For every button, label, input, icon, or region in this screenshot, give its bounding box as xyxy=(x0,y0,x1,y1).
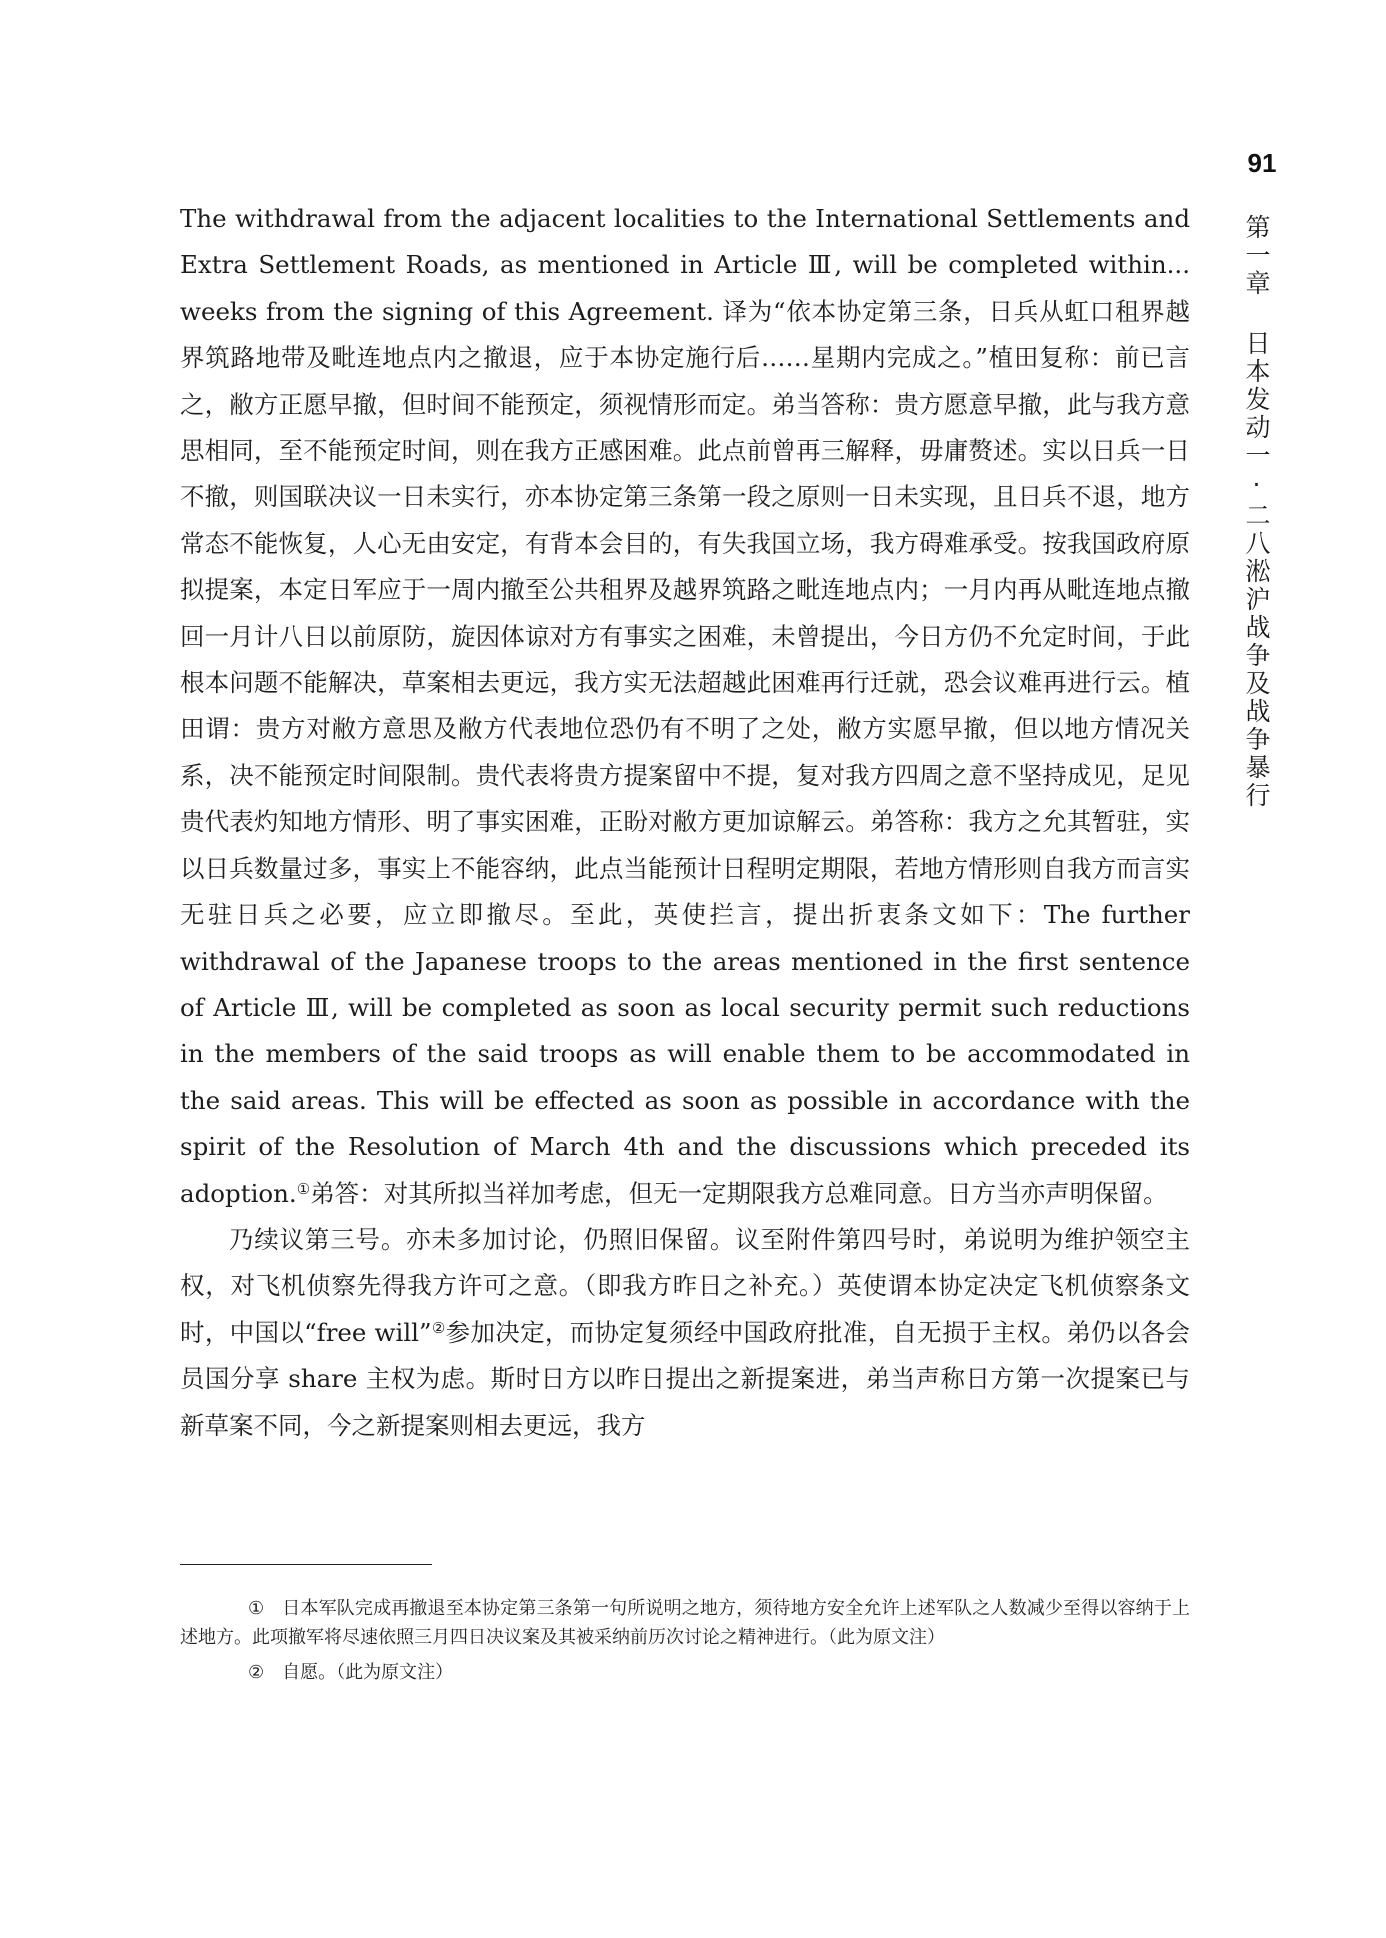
paragraph-1-tail: 弟答：对其所拟当祥加考虑，但无一定期限我方总难同意。日方当亦声明保留。 xyxy=(310,1178,1168,1208)
text-line: 再三解释，毋庸赘述。实以日兵一日不撤，则国联决议一日未实行，亦本协定第三 xyxy=(180,436,1190,512)
text-line: March 4th and the discussions which preceded its adoption. xyxy=(180,1132,1191,1208)
text-line: Extra Settlement Roads, as mentioned in Article Ⅲ, will be completed within... xyxy=(180,250,1190,280)
text-line: 尽。至此，英使拦言，提出折衷条文如下：The further withdrawal of the Japanese xyxy=(180,900,1190,976)
text-line: effected as soon as possible in accordance with the spirit of the Resolution of xyxy=(180,1085,1190,1162)
text-line: completed as soon as local security permit such reductions in the members of the xyxy=(180,992,1190,1069)
paragraph-1 xyxy=(180,196,1190,1217)
paragraph-2-text-a: 乃续议第三号。亦未多加讨论，仍照旧保留。议至附件第四号时，弟说明为维护领空主权，对飞机侦察先得我方许可之意。（即我方昨日之补充。）英使谓本协定决定飞机侦察条文时，中国以“free will” xyxy=(180,1224,1190,1347)
footnote-mark: ① xyxy=(248,1598,265,1619)
footnotes xyxy=(180,1594,1190,1693)
text-line: 行云。植田谓：贵方对敝方意思及敝方代表地位恐仍有不明了之处，敝方实愿早 xyxy=(180,668,1191,744)
text-line: 方愿意早撤，此与我方意思相同，至不能预定时间，则在我方正感困难。此点前曾 xyxy=(180,389,1190,466)
footnote-1 xyxy=(180,1594,1190,1652)
text-line: weeks from the signing of this Agreement. 译为“依本协定第三条，日兵从虹口租 xyxy=(180,296,1141,326)
footnote-ref-1[interactable]: ① xyxy=(296,1179,311,1198)
footnote-text: 自愿。（此为原文注） xyxy=(282,1662,454,1683)
text-line: 我方四周之意不坚持成见，足见贵代表灼知地方情形、明了事实困难，正盼对敝方 xyxy=(180,760,1191,837)
text-line: 当能预计日程明定期限，若地方情形则自我方而言实无驻日兵之必要，应立即撤 xyxy=(180,853,1191,930)
footnote-ref-2[interactable]: ② xyxy=(431,1318,446,1337)
text-line: 条第一段之原则一日未实现，且日兵不退，地方常态不能恢复，人心无由安定，有背 xyxy=(180,482,1190,558)
paragraph-2 xyxy=(180,1217,1190,1449)
text-line: 田复称：前已言之，敝方正愿早撤，但时间不能预定，须视情形而定。弟当答称：贵 xyxy=(180,343,1190,419)
text-line: 撤，但以地方情况关系，决不能预定时间限制。贵代表将贵方提案留中不提，复对 xyxy=(180,714,1190,790)
text-line: troops to the areas mentioned in the first sentence of Article Ⅲ, will be xyxy=(180,946,1190,1022)
footnote-2 xyxy=(180,1658,1190,1687)
footnote-separator xyxy=(180,1564,432,1565)
text-line: 日以前原防，旋因体谅对方有事实之困难，未曾提出，今日方仍不允定时间，于此根 xyxy=(180,621,1190,698)
text-line: The withdrawal from the adjacent localities to the International Settlements and xyxy=(180,204,1190,233)
body-text xyxy=(180,196,1190,1449)
footnote-mark: ② xyxy=(248,1662,265,1683)
paragraph-2-text-b: 参加决定，而协定复须经中国政府批准，自无损于主权。弟仍以各会员国分享 share 主权为虑。斯时日方以昨日提出之新提案进，弟当声称日方第一次提案已与新草案不同，今之新提案则相去更远，我方 xyxy=(180,1317,1191,1440)
text-line: 本问题不能解决，草案相去更远，我方实无法超越此困难再行迁就，恐会议难再进 xyxy=(204,668,1092,698)
text-line: 周内撤至公共租界及越界筑路之毗连地点内；一月内再从毗连地点撤回一月计八 xyxy=(180,575,1190,651)
text-line: said troops as will enable them to be accommodated in the said areas. This will be xyxy=(180,1039,1190,1115)
footnote-text: 日本军队完成再撤退至本协定第三条第一句所说明之地方，须待地方安全允许上述军队之人数减少至得以容纳于上述地方。此项撤军将尽速依照三月四日决议案及其被采纳前历次讨论之精神进行。（此为原文注） xyxy=(180,1598,1190,1648)
page-number: 91 xyxy=(1247,148,1277,178)
text-line: 本会目的，有失我国立场，我方碍难承受。按我国政府原拟提案，本定日军应于一 xyxy=(180,528,1191,605)
text-line: 更加谅解云。弟答称：我方之允其暂驻，实以日兵数量过多，事实上不能容纳，此点 xyxy=(180,807,1191,883)
running-head: 第一章 日本发动一·二八淞沪战争及战争暴行 xyxy=(1242,214,1271,810)
text-line: 界越界筑路地带及毗连地点内之撤退，应于本协定施行后……星期内完成之。”植 xyxy=(180,296,1191,373)
